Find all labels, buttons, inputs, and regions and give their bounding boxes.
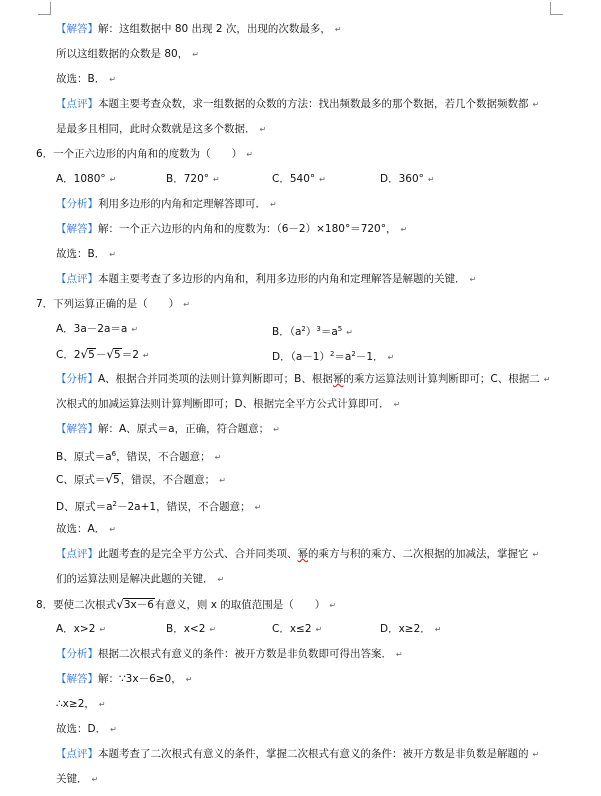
option-d: D．360° ↵: [380, 173, 435, 185]
comment-line: 【点评】本题主要考查了多边形的内角和，利用多边形的内角和定理解答是解题的关键． ↵: [56, 273, 477, 285]
paragraph-mark: ↵: [334, 25, 342, 34]
paragraph-mark: ↵: [259, 125, 267, 134]
answer-line: 故选：A． ↵: [56, 523, 116, 535]
paragraph-mark: ↵: [469, 275, 477, 284]
answer-line: 【解答】解：这组数据中 80 出现 2 次，出现的次数最多， ↵: [56, 23, 342, 35]
page-corner-mark-top-left: [38, 2, 51, 15]
option-b: B．x<2 ↵: [166, 623, 217, 635]
paragraph-mark: ↵: [98, 700, 106, 709]
paragraph-mark: ↵: [543, 375, 551, 384]
paragraph-mark: ↵: [142, 351, 150, 360]
paragraph-mark: ↵: [109, 175, 117, 184]
question-7: 7．下列运算正确的是（ ） ↵: [36, 298, 190, 310]
paragraph-mark: ↵: [315, 625, 323, 634]
question-6: 6．一个正六边形的内角和的度数为（ ） ↵: [36, 148, 253, 160]
answer-line: 故选：B． ↵: [56, 73, 116, 85]
paragraph-mark: ↵: [273, 425, 280, 434]
comment-line: 【点评】此题考查的是完全平方公式、合并同类项、幂的乘方与积的乘方、二次根据的加减法，掌握它 ↵: [56, 548, 540, 560]
answer-line: 故选：D． ↵: [56, 723, 117, 735]
analysis-line: 【分析】A、根据合并同类项的法则计算判断即可；B、根据幂的乘方运算法则计算判断即可；C、根据二 ↵: [56, 373, 551, 385]
paragraph-mark: ↵: [532, 100, 540, 109]
analysis-line: 【分析】利用多边形的内角和定理解答即可． ↵: [56, 198, 277, 210]
answer-line: C、原式＝√5，错误，不合题意； ↵: [56, 472, 226, 486]
paragraph-mark: ↵: [346, 328, 353, 337]
option-d: D．x≥2． ↵: [380, 623, 442, 635]
answer-line: B、原式$=a^6$，错误，不合题意； ↵: [56, 450, 222, 463]
comment-line: 【点评】本题考查了二次根式有意义的条件，掌握二次根式有意义的条件：被开方数是非负数是解题的 ↵: [56, 748, 540, 760]
option-d: D．$(a-1)^2=a^2-1$． ↵: [272, 350, 395, 363]
page-corner-mark-top-right: [550, 2, 563, 15]
answer-line: D、原式$=a^2-2a+1$，错误，不合题意； ↵: [56, 500, 262, 513]
question-8: 8．要使二次根式√3x－6有意义，则 x 的取值范围是（ ） ↵: [36, 597, 337, 611]
option-c: C．2√5－√5＝2 ↵: [56, 347, 150, 361]
paragraph-mark: ↵: [270, 200, 277, 209]
paragraph-mark: ↵: [532, 550, 540, 559]
paragraph-mark: ↵: [192, 50, 199, 59]
paragraph-mark: ↵: [254, 503, 262, 512]
comment-line: 们的运算法则是解决此题的关键． ↵: [56, 573, 225, 585]
paragraph-mark: ↵: [131, 325, 139, 334]
paragraph-mark: ↵: [396, 650, 403, 659]
paragraph-mark: ↵: [91, 775, 99, 784]
paragraph-mark: ↵: [183, 300, 190, 309]
paragraph-mark: ↵: [109, 75, 116, 84]
option-c: C．x≤2 ↵: [272, 623, 323, 635]
answer-line: 所以这组数据的众数是 80， ↵: [56, 48, 199, 60]
paragraph-mark: ↵: [329, 601, 337, 610]
paragraph-mark: ↵: [99, 625, 107, 634]
paragraph-mark: ↵: [213, 175, 220, 184]
paragraph-mark: ↵: [185, 675, 193, 684]
paragraph-mark: ↵: [110, 725, 117, 734]
analysis-line: 次根式的加减运算法则计算判断即可；D、根据完全平方公式计算即可． ↵: [56, 398, 401, 410]
paragraph-mark: ↵: [427, 175, 435, 184]
paragraph-mark: ↵: [393, 400, 401, 409]
paragraph-mark: ↵: [434, 625, 442, 634]
paragraph-mark: ↵: [214, 453, 222, 462]
option-b: B．$(a^2)^3=a^5$ ↵: [272, 325, 353, 338]
option-c: C．540° ↵: [272, 173, 326, 185]
paragraph-mark: ↵: [246, 150, 253, 159]
answer-line: 【解答】解：A、原式＝a，正确，符合题意； ↵: [56, 423, 280, 435]
analysis-line: 【分析】根据二次根式有意义的条件：被开方数是非负数即可得出答案． ↵: [56, 648, 403, 660]
comment-line: 关键． ↵: [56, 773, 99, 785]
paragraph-mark: ↵: [387, 353, 395, 362]
answer-line: 【解答】解：∵3x－6≥0， ↵: [56, 673, 193, 685]
paragraph-mark: ↵: [109, 525, 116, 534]
option-b: B．720° ↵: [166, 173, 220, 185]
comment-line: 是最多且相同，此时众数就是这多个数据． ↵: [56, 123, 267, 135]
paragraph-mark: ↵: [319, 175, 326, 184]
answer-line: ∴x≥2， ↵: [56, 698, 106, 710]
answer-line: 故选：B． ↵: [56, 248, 116, 260]
paragraph-mark: ↵: [219, 476, 226, 485]
paragraph-mark: ↵: [209, 625, 217, 634]
answer-line: 【解答】解：一个正六边形的内角和的度数为：（6－2）×180°＝720°， ↵: [56, 223, 408, 235]
paragraph-mark: ↵: [217, 575, 225, 584]
option-a: A．x>2 ↵: [56, 623, 107, 635]
paragraph-mark: ↵: [532, 750, 540, 759]
paragraph-mark: ↵: [400, 225, 408, 234]
paragraph-mark: ↵: [109, 250, 116, 259]
option-a: A．3a－2a＝a ↵: [56, 323, 139, 335]
option-a: A．1080° ↵: [56, 173, 117, 185]
comment-line: 【点评】本题主要考查众数，求一组数据的众数的方法：找出频数最多的那个数据，若几个数据频数都 ↵: [56, 98, 540, 110]
